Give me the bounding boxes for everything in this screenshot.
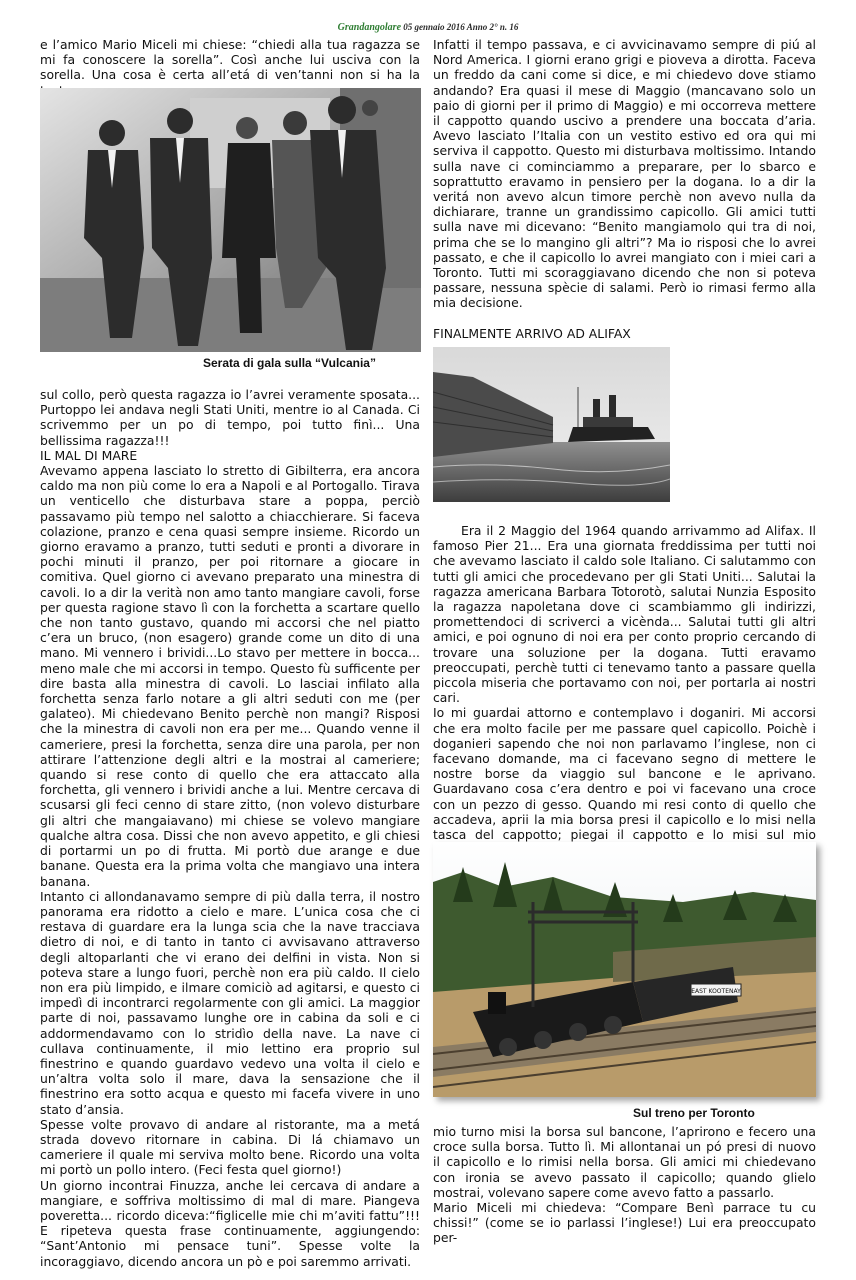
paragraph: Io mi guardai attorno e contemplavo i doganiri. Mi accorsi che era molto facile per me passare quel capicollo. Poichè i doganieri sapendo che noi non parlavamo l’inglese, non ci facevano domande, ma ci facevano segno di mettere le nostre borse da viaggio sul bancone e le aprivano. Guardavano cosa c’era dentro e poi vi facevano una croce con un pezzo di gesso. Quando mi resi conto di quello che accadeva, aprii la mia borsa presi il capicollo e lo misi nella tasca del cappotto; piegai il cappotto e lo misi sul mio xyxy=(433,705,816,843)
paragraph: Spesse volte provavo di andare al ristorante, ma a metá strada dovevo ritornare in cabina. Di lá chiamavo un cameriere il quale mi serviva molto bene. Ricordo una volta mi portò un pollo intero. (Feci festa quel giorno!) xyxy=(40,1116,420,1178)
right-middle-text xyxy=(433,523,816,857)
train-photo-image xyxy=(433,842,816,1097)
right-top-text xyxy=(433,37,816,341)
gala-photo-image xyxy=(40,88,421,352)
paragraph: Avevamo appena lasciato lo stretto di Gibilterra, era ancora caldo ma non più come lo era a Napoli e al Portogallo. Tirava un venticello che disturbava stare a poppa, perciò passavamo più tempo nel salotto a chiacchierare. Si faceva colazione, pranzo e cena quasi sempre insieme. Ricordo un giorno eravamo a pranzo, tutti seduti e pronti a divorare in pochi minuti il pranzo, per poi ritornare a giocare in comitiva. Quel giorno ci avevano preparato una minestra di cavoli. Io a dir la verità non amo tanto mangiare cavoli, forse per questa ragione stavo lì con la forchetta a scartare quello che non tanto gustavo, quando mi accorsi che nel piatto c’era un bruco, (non esagero) grande come un dito di una mano. Mi vennero i brividi...Lo stavo per mettere in bocca... meno male che mi accorsi in tempo. Questo fù sufficente per dire basta alla minestra di cavoli. Lo lasciai infilato alla forchetta senza farlo notare a gli altri seduti con me (per galateo). Mi chiedevano Benito perchè non mangi? Risposi che la minestra di cavoli non era per me... Quando venne il cameriere, presi la forchetta, senza dire una parola, per non attirare l’attenzione degli altri e la mostrai al cameriere; quando si rese conto di quello che era attaccato alla forchetta, gli vennero i brividi anche a lui. Mentre cercava di scusarsi gli feci cenno di stare zitto, (non volevo disturbare gli altri che mangaiavano) mi chiese se volevo mangiare qualche altra cosa. Dissi che non avevo appetito, e gli chiesi di portarmi un po di frutta. Mi portò due arange e due banane. Questa era la prima volta che mangiavo una intera banana. xyxy=(40,463,420,889)
paragraph: Un giorno incontrai Finuzza, anche lei cercava di andare a mangiare, e soffriva moltissimo di mal di mare. Piangeva poveretta... ricordo diceva:“figlicelle mie chi m’aviti fattu”!!! E ripeteva questa frase continuamente, aggiungendo: “Sant’Antonio mi pensace tuni”. Spesse volte la incoraggiavo, dicendo ancora un pò e poi saremmo arrivati. xyxy=(40,1177,420,1269)
paragraph: Mario Miceli mi chiedeva: “Compare Benì parrace tu cu chissi!” (come se io parlassi l’inglese!) Lui era preoccupato per- xyxy=(433,1200,816,1246)
gala-photo xyxy=(40,88,421,352)
train-photo xyxy=(433,842,816,1097)
gala-photo-caption: Serata di gala sulla “Vulcania” xyxy=(203,356,376,370)
paragraph: Infatti il tempo passava, e ci avvicinavamo sempre di piú al Nord America. I giorni erano grigi e pioveva a dirotta. Faceva un freddo da cani come si dice, e mi chiedevo dove stiamo andando? Era quasi il mese di Maggio (mancavano solo un paio di giorni per il primo di Maggio) e mi occorreva mettere il cappotto quando uscivo a prendere una boccata d’aria. Avevo lasciato l’Italia con un vestito estivo ed ora qui mi serviva il cappotto. Questo mi disturbava moltissimo. Intando sulla nave ci cominciammo a preparare, per lo sbarco e soprattutto eravamo in pensiero per la dogana. Io a dir la veritá non avevo alcun timore perchè non avevo nulla da dichiarare, tranne un grandissimo capicollo. Gli amici tutti sulla nave mi dicevano: “Benito mangiamolo qui tra di noi, prima che se lo mangino gli altri”? Ma io risposi che lo avrei passato, e che il capicollo lo avrei mangiato con i miei cari a Toronto. Tutti mi scoraggiavano dicendo che non si poteva passare, nessuna spècie di salami. Però io rimasi fermo alla mia decisione. xyxy=(433,37,816,311)
harbor-photo-image xyxy=(433,347,670,502)
left-body-text xyxy=(40,387,420,1269)
paragraph: sul collo, però questa ragazza io l’avrei veramente sposata... Purtoppo lei andava negli Stati Uniti, mentre io al Canada. Ci scrivemmo per un po di tempo, poi tutto finì... Una bellissima ragazza!!! xyxy=(40,387,420,448)
paragraph: mio turno misi la borsa sul bancone, l’aprirono e fecero una croce sulla borsa. Tutto lì. Mi allontanai un pó presi di nuovo il capicollo e lo rimisi nella borsa. Gli amici mi chiedevano con ironia se avevo passato il capicollo; quando glielo mostrai, volevano sapere come avevo fatto a passarlo. xyxy=(433,1124,816,1200)
paragraph: Intanto ci allondanavamo sempre di più dalla terra, il nostro panorama era ridotto a cielo e mare. L’unica cosa che ci restava di guardare era la lunga scia che la nave tracciava dietro di noi, e di tanto in tanto ci avvisavano attraverso degli altoparlanti che vi erano dei delfini in vista. Non si poteva stare a lungo fuori, perchè non era più caldo. Il cielo non era più limpido, e ilmare comiciò ad agitarsi, e questo ci impedì di incontrarci regolarmente con gli amici. La maggior parte di noi, passavamo lunghe ore in cabina da soli e ci addormendavamo con lo stridìo della nave. La nave ci cullava continuamente, il mio lettino era proprio sul finestrino e quando guardavo vedevo una volta il cielo e un’altra volta solo il mare, dava la sensazione che il finestrino era sotto acqua e questo mi facefa vivere in uno stato d’ansia. xyxy=(40,888,420,1117)
station-sign: EAST KOOTENAY xyxy=(691,988,741,995)
paragraph: Era il 2 Maggio del 1964 quando arrivammo ad Alifax. Il famoso Pier 21... Era una giornata freddissima per tutti noi che avevamo lasciato il caldo sole Italiano. Ci salutammo con tutti gli amici che procedevano per gli Stati Uniti... Salutai la ragazza americana Barbara Totorotò, salutai Nunzia Esposito la ragazza napoletana dove ci scambiammo gli indirizzi, promettendoci di scriverci a vicènda... Salutai tutti gli altri amici, e poi ognuno di noi era per conto proprio cercando di trovare una soluzione per la dogana. Tutti eravamo preoccupati, perchè tutti ci tenevamo tanto a passare quella piccola miseria che portavamo con noi, per portarla ai nostri cari. xyxy=(433,523,816,706)
right-bottom-text xyxy=(433,1124,816,1246)
train-photo-caption: Sul treno per Toronto xyxy=(633,1106,755,1120)
paragraph: e l’amico Mario Miceli mi chiese: “chiedi alla tua ragazza se mi fa conoscere la sorella”. Così anche lui usciva con la sorella. Una cosa è certa all’etá di ven’tanni non si ha la xyxy=(40,37,420,83)
issue-info: 05 gennaio 2016 Anno 2° n. 16 xyxy=(403,22,519,32)
section-heading-mal-di-mare: IL MAL DI MARE xyxy=(40,447,138,463)
page-header xyxy=(0,22,856,33)
magazine-name: Grandangolare xyxy=(337,22,402,33)
section-heading-arrivo: FINALMENTE ARRIVO AD ALIFAX xyxy=(433,325,631,341)
harbor-photo xyxy=(433,347,670,502)
